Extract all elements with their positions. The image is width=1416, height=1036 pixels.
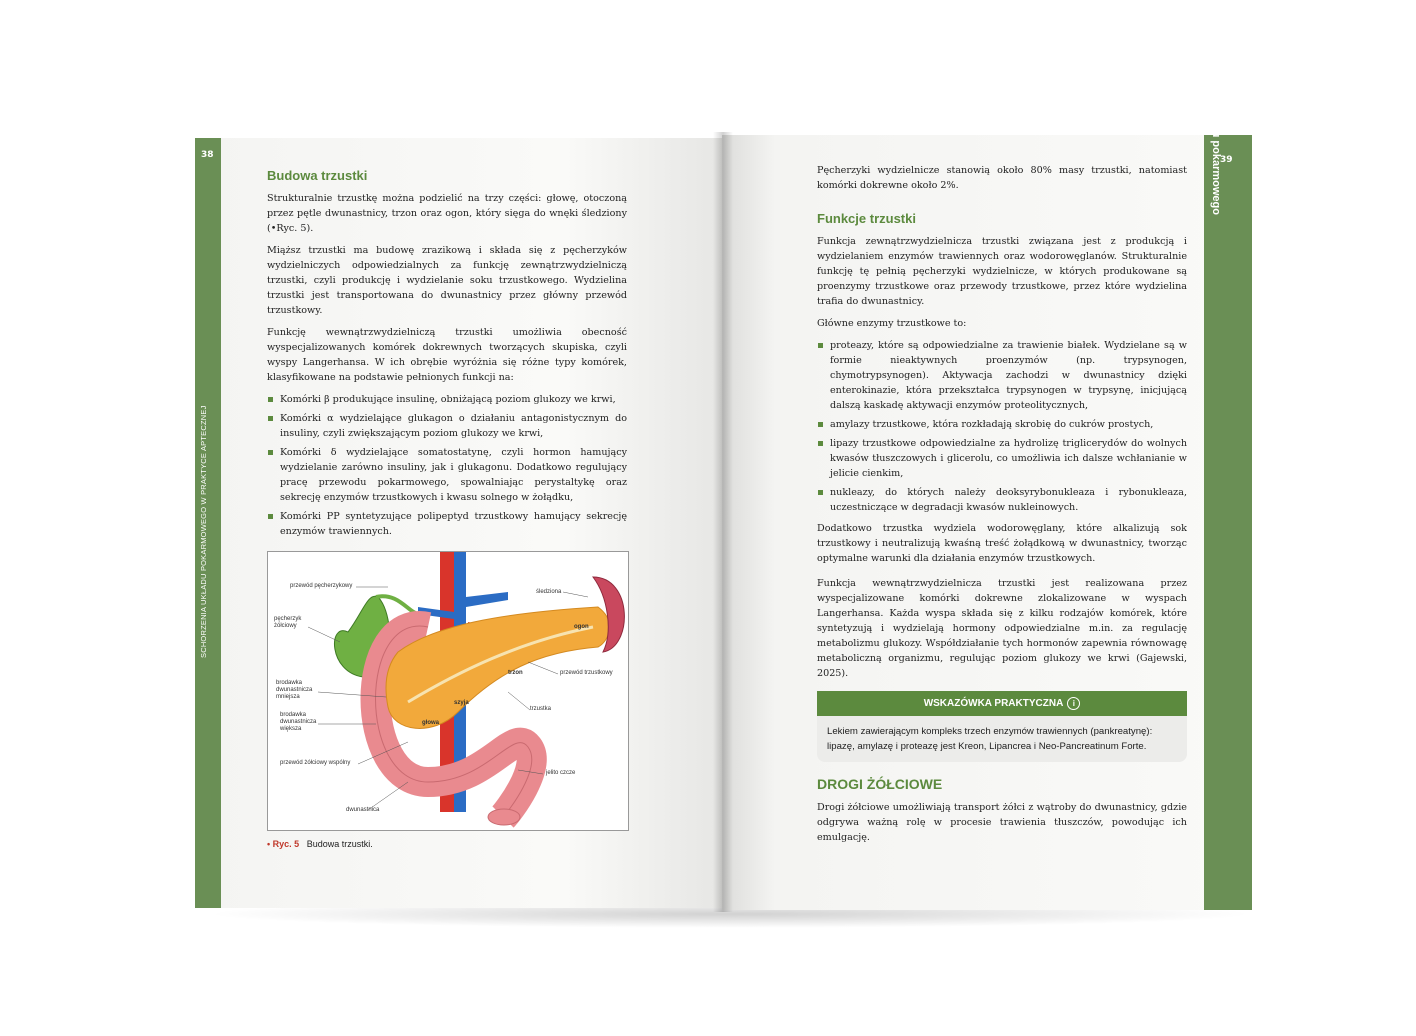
caption-text: Budowa trzustki. — [306, 839, 373, 849]
list-item: proteazy, które są odpowiedzialne za trawienie białek. Wydzielane są w formie nieaktywnych proenzymów (np. trypsynogen, chymotrypsynogen). Aktywacja zachodzi w dwunastnicy dzięki enterokinazie, która przekształca trypsynogen w trypsynę, inicjującą dalszą kaskadę aktywacji enzymów proteolitycznych, — [817, 338, 1187, 413]
left-page — [195, 138, 723, 908]
label-jejunum: jelito czcze — [546, 770, 576, 776]
right-page-edge-band — [1204, 48, 1252, 910]
left-page-edge-band — [195, 138, 221, 908]
paragraph: Funkcja zewnątrzwydzielnicza trzustki związana jest z produkcją i wydzielaniem enzymów trawiennych oraz wodorowęglanów. Strukturalnie funkcję tę pełnią pęcherzyki wydzielnicze, w których produkowane są proenzymy trzustkowe oraz przewody trzustkowe, przez które wydzielina trafia do dwunastnicy. — [817, 236, 1187, 307]
figure-caption — [267, 839, 627, 849]
label-gallbladder-duct: przewód pęcherzykowy — [290, 583, 353, 589]
paragraph: Główne enzymy trzustkowe to: — [817, 318, 967, 329]
list-item: Komórki β produkujące insulinę, obniżającą poziom glukozy we krwi, — [267, 392, 627, 407]
paragraph: Pęcherzyki wydzielnicze stanowią około 80% masy trzustki, natomiast komórki dokrewne około 2%. — [817, 165, 1187, 191]
tip-header — [817, 691, 1187, 716]
left-page-number: 38 — [201, 150, 214, 160]
pancreas-figure — [267, 551, 629, 831]
left-running-head: SCHORZENIA UKŁADU POKARMOWEGO W PRAKTYCE APTECZNEJ — [199, 405, 208, 658]
label-spleen: śledziona — [536, 589, 562, 595]
section-heading-budowa: Budowa trzustki — [267, 168, 368, 183]
list-item: Komórki PP syntetyzujące polipeptyd trzustkowy hamujący sekrecję enzymów trawiennych. — [267, 509, 627, 539]
left-content — [267, 168, 627, 849]
label-neck: szyja — [454, 700, 469, 706]
label-pancreatic-duct: przewód trzustkowy — [560, 670, 613, 676]
list-item: Komórki δ wydzielające somatostatynę, czyli hormon hamujący wydzielanie zarówno insuliny, jak i glukagonu. Dodatkowo regulujący pracę przewodu pokarmowego, spowalniając perystaltykę oraz sekrecję enzymów trzustkowych i kwasu solnego w żołądku, — [267, 445, 627, 505]
enzymes-list — [817, 338, 1187, 515]
label-common-bile-duct: przewód żółciowy wspólny — [280, 760, 351, 766]
right-page-number: 39 — [1220, 155, 1233, 165]
paragraph: Dodatkowo trzustka wydziela wodorowęglany, które alkalizują sok trzustkowy i neutralizują kwaśną treść żołądkową w dwunastnicy, tworząc optymalne warunki dla działania enzymów trzustkowych. — [817, 523, 1187, 564]
label-duodenum: dwunastnica — [346, 807, 380, 813]
right-page — [722, 48, 1252, 910]
label-major-papilla: brodawka dwunastnicza większa — [280, 712, 317, 732]
label-tail: ogon — [574, 624, 589, 630]
list-item: lipazy trzustkowe odpowiedzialne za hydrolizę triglicerydów do wolnych kwasów tłuszczowych i glicerolu, co umożliwia ich dalsze wchłanianie w jelicie cienkim, — [817, 436, 1187, 481]
tip-text: Lekiem zawierającym kompleks trzech enzymów trawiennych (pankreatynę): lipazę, amylazę i proteazę jest Kreon, Lipancrea i Neo-Pancreatinum Forte. — [827, 726, 1153, 752]
caption-number: • Ryc. 5 — [267, 839, 300, 849]
practical-tip-box — [817, 691, 1187, 762]
jejunum-shape — [488, 809, 520, 825]
label-head: głowa — [422, 720, 440, 726]
section-heading-drogi-zolciowe: DROGI ŻÓŁCIOWE — [817, 776, 943, 792]
cell-types-list — [267, 392, 627, 539]
label-minor-papilla: brodawka dwunastnicza mniejsza — [276, 680, 313, 700]
info-icon: i — [1067, 697, 1080, 710]
section-heading-funkcje: Funkcje trzustki — [817, 211, 916, 226]
label-gallbladder: pęcherzyk żółciowy — [274, 616, 302, 629]
paragraph: Drogi żółciowe umożliwiają transport żółci z wątroby do dwunastnicy, gdzie odgrywa ważną rolę w procesie trawienia tłuszczów, powodując ich emulgację. — [817, 802, 1187, 843]
paragraph: Strukturalnie trzustkę można podzielić na trzy części: głowę, otoczoną przez pętle dwunastnicy, trzon oraz ogon, który sięga do wnęki śledziony (•Ryc. 5). — [267, 193, 627, 234]
list-item: amylazy trzustkowe, która rozkładają skrobię do cukrów prostych, — [817, 417, 1187, 432]
list-item: nukleazy, do których należy deoksyrybonukleaza i rybonukleaza, uczestniczące w degradacji kwasów nukleinowych. — [817, 485, 1187, 515]
label-body: trzon — [508, 670, 523, 676]
book-gutter — [713, 132, 733, 912]
label-pancreas: trzustka — [530, 706, 552, 712]
paragraph: Funkcja wewnątrzwydzielnicza trzustki jest realizowana przez wyspecjalizowane komórki dokrewne zlokalizowane w wyspach Langerhansa. Każda wyspa składa się z kilku rodzajów komórek, które syntetyzują i wydzielają hormony odpowiedzialne m.in. za regulację metabolizmu glukozy. Współdziałanie tych hormonów zapewnia równowagę metaboliczną organizmu, regulując poziom glukozy we krwi (Gajewski, 2025). — [817, 578, 1187, 679]
right-content — [817, 163, 1187, 852]
pancreas-illustration — [268, 552, 628, 830]
tip-title: WSKAZÓWKA PRAKTYCZNA — [923, 698, 1064, 709]
list-item: Komórki α wydzielające glukagon o działaniu antagonistycznym do insuliny, czyli zwiększającym poziom glukozy we krwi, — [267, 411, 627, 441]
paragraph: Funkcję wewnątrzwydzielniczą trzustki umożliwia obecność wyspecjalizowanych komórek dokrewnych tworzących skupiska, czyli wyspy Langerhansa. W ich obrębie wyróżnia się różne typy komórek, klasyfikowane na podstawie pełnionych funkcji na: — [267, 327, 627, 383]
right-running-head: Fizjologia układu pokarmowego — [1210, 48, 1222, 215]
paragraph: Miąższ trzustki ma budowę zrazikową i składa się z pęcherzyków wydzielniczych odpowiedzialnych za funkcję zewnątrzwydzielniczą trzustki, czyli produkcję i wydzielanie soku trzustkowego. Wydzielina trzustki jest transportowana do dwunastnicy przez główny przewód trzustkowy. — [267, 245, 627, 316]
